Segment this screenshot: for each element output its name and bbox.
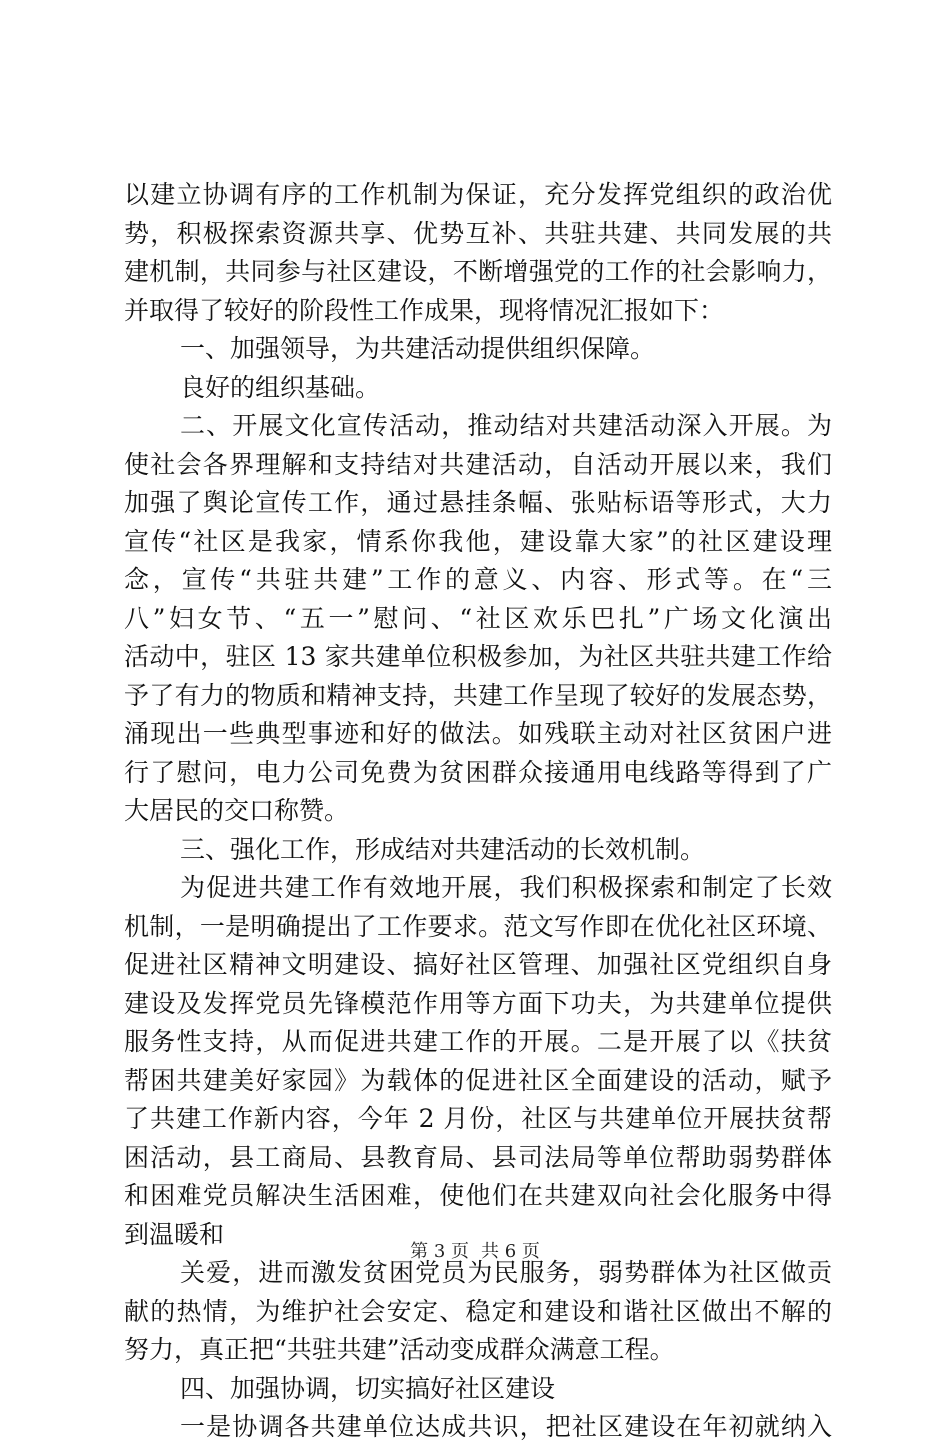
text-line: 二、开展文化宣传活动，推动结对共建活动深入开展。为: [180, 411, 832, 440]
text-line: 到温暖和: [124, 1219, 225, 1249]
page-number: 第 3 页: [410, 1241, 469, 1262]
text-line: 献的热情，为维护社会安定、稳定和建设和谐社区做出不解的: [124, 1296, 832, 1326]
text-line: 服务性支持，从而促进共建工作的开展。二是开展了以《扶贫: [124, 1027, 832, 1056]
text-line: 宣传“社区是我家，情系你我他，建设靠大家”的社区建设理: [124, 526, 832, 556]
text-line: 活动中，驻区 13 家共建单位积极参加，为社区共驻共建工作给: [124, 642, 832, 671]
text-line: 良好的组织基础。: [180, 372, 381, 402]
text-line: 促进社区精神文明建设、搞好社区管理、加强社区党组织自身: [124, 950, 832, 979]
text-line: 机制，一是明确提出了工作要求。范文写作即在优化社区环境、: [124, 911, 832, 941]
text-line: 为促进共建工作有效地开展，我们积极探索和制定了长效: [180, 873, 832, 902]
text-line: 了共建工作新内容，今年 2 月份，社区与共建单位开展扶贫帮: [124, 1104, 832, 1133]
text-line: 建机制，共同参与社区建设，不断增强党的工作的社会影响力，: [124, 257, 832, 286]
text-line: 三、强化工作，形成结对共建活动的长效机制。: [180, 834, 706, 864]
text-line: 困活动，县工商局、县教育局、县司法局等单位帮助弱势群体: [124, 1142, 832, 1172]
text-line: 建设及发挥党员先锋模范作用等方面下功夫，为共建单位提供: [124, 988, 832, 1018]
text-line: 一是协调各共建单位达成共识，把社区建设在年初就纳入: [180, 1412, 832, 1441]
text-line: 和困难党员解决生活困难，使他们在共建双向社会化服务中得: [124, 1181, 832, 1210]
text-line: 使社会各界理解和支持结对共建活动，自活动开展以来，我们: [124, 449, 832, 479]
text-line: 涌现出一些典型事迹和好的做法。如残联主动对社区贫困户进: [124, 719, 832, 748]
text-line: 念，宣传“共驻共建”工作的意义、内容、形式等。在“三: [124, 565, 832, 594]
text-line: 以建立协调有序的工作机制为保证，充分发挥党组织的政治优: [124, 180, 832, 209]
text-line: 关爱，进而激发贫困党员为民服务，弱势群体为社区做贡: [180, 1258, 832, 1287]
page-footer: [0, 1240, 950, 1264]
text-line: 予了有力的物质和精神支持，共建工作呈现了较好的发展态势，: [124, 680, 832, 710]
text-line: 一、加强领导，为共建活动提供组织保障。: [180, 334, 656, 363]
text-line: 四、加强协调，切实搞好社区建设: [180, 1373, 556, 1403]
text-line: 势，积极探索资源共享、优势互补、共驻共建、共同发展的共: [124, 218, 832, 248]
page-total: 共 6 页: [481, 1241, 540, 1262]
text-line: 努力，真正把“共驻共建”活动变成群众满意工程。: [124, 1335, 675, 1364]
text-line: 八”妇女节、“五一”慰问、“社区欢乐巴扎”广场文化演出: [124, 603, 832, 633]
text-line: 大居民的交口称赞。: [124, 796, 350, 825]
text-line: 行了慰问，电力公司免费为贫困群众接通用电线路等得到了广: [124, 757, 832, 787]
text-line: 并取得了较好的阶段性工作成果，现将情况汇报如下：: [124, 295, 725, 325]
text-line: 加强了舆论宣传工作，通过悬挂条幅、张贴标语等形式，大力: [124, 488, 832, 517]
text-line: 帮困共建美好家园》为载体的促进社区全面建设的活动，赋予: [124, 1065, 832, 1095]
